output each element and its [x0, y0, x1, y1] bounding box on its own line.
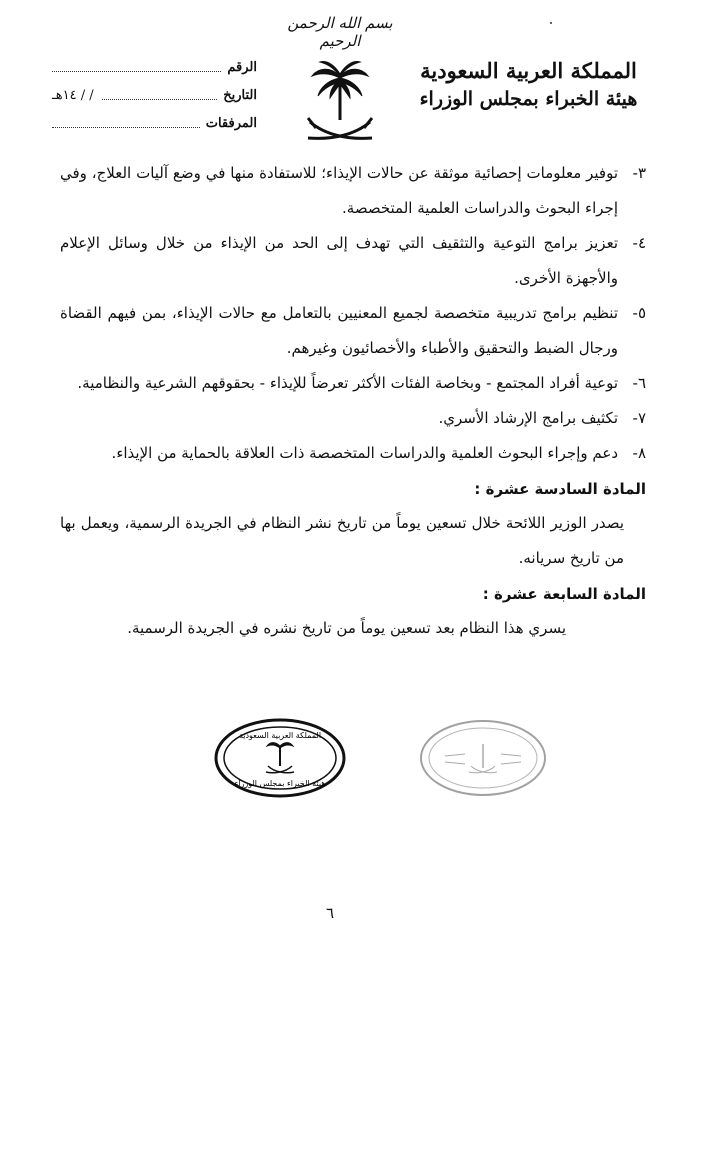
- list-item: [60, 226, 646, 296]
- item-number: ٥-: [632, 304, 646, 322]
- faded-seal-icon: [415, 716, 551, 800]
- list-item: [60, 401, 646, 436]
- date-label: التاريخ: [223, 88, 257, 103]
- reference-label: الرقم: [227, 60, 257, 75]
- attachments-field: [52, 116, 257, 131]
- document-body: [60, 156, 646, 646]
- item-text: توفير معلومات إحصائية موثقة عن حالات الإيذاء؛ للاستفادة منها في وضع آليات العلاج، وفي إجراء البحوث والدراسات العلمية المتخصصة.: [60, 164, 618, 217]
- item-number: ٨-: [632, 444, 646, 462]
- council-title: هيئة الخبراء بمجلس الوزراء: [419, 88, 638, 110]
- article-17-title: المادة السابعة عشرة :: [482, 585, 646, 603]
- item-text: تكثيف برامج الإرشاد الأسري.: [438, 409, 618, 427]
- kingdom-title: المملكة العربية السعودية: [420, 58, 637, 83]
- list-item: [60, 436, 646, 471]
- saudi-emblem-icon: [300, 58, 380, 150]
- item-text: دعم وإجراء البحوث العلمية والدراسات المتخصصة ذات العلاقة بالحماية من الإيذاء.: [111, 444, 618, 462]
- article-17-text: يسري هذا النظام بعد تسعين يوماً من تاريخ نشره في الجريدة الرسمية.: [127, 619, 566, 637]
- attachments-line: [52, 126, 200, 128]
- list-item: [60, 296, 646, 366]
- item-text: توعية أفراد المجتمع - وبخاصة الفئات الأكثر تعرضاً للإيذاء - بحقوقهم الشرعية والنظامية.: [77, 374, 618, 392]
- item-number: ٣-: [632, 164, 646, 182]
- item-text: تنظيم برامج تدريبية متخصصة لجميع المعنيين بالتعامل مع حالات الإيذاء، بمن فيهم القضاة ورجال الضبط والتحقيق والأطباء والأخصائيون وغيرهم.: [60, 304, 618, 357]
- list-item: [60, 366, 646, 401]
- date-value: / / ١٤هـ: [52, 88, 94, 103]
- attachments-label: المرفقات: [205, 116, 257, 131]
- item-number: ٧-: [632, 409, 646, 427]
- mark-dot: [550, 22, 552, 24]
- article-16-title: المادة السادسة عشرة :: [474, 480, 646, 498]
- item-number: ٦-: [632, 374, 646, 392]
- seal-kingdom-text: المملكة العربية السعودية: [238, 731, 322, 740]
- reference-line: [52, 70, 221, 72]
- item-text: تعزيز برامج التوعية والتثقيف التي تهدف إلى الحد من الإيذاء من خلال وسائل الإعلام والأجهزة الأخرى.: [60, 234, 618, 287]
- seal-council-text: هيئة الخبراء بمجلس الوزراء: [234, 779, 326, 788]
- date-field: [52, 88, 257, 103]
- page-number: ٦: [326, 904, 335, 922]
- basmala: بسم الله الرحمن الرحيم: [287, 14, 393, 50]
- date-line: [102, 98, 218, 100]
- article-16-text: يصدر الوزير اللائحة خلال تسعين يوماً من تاريخ نشر النظام في الجريدة الرسمية، ويعمل بها من تاريخ سريانه.: [60, 514, 624, 567]
- reference-field: [52, 60, 257, 75]
- official-seal-icon: [212, 716, 348, 800]
- list-item: [60, 156, 646, 226]
- item-number: ٤-: [632, 234, 646, 252]
